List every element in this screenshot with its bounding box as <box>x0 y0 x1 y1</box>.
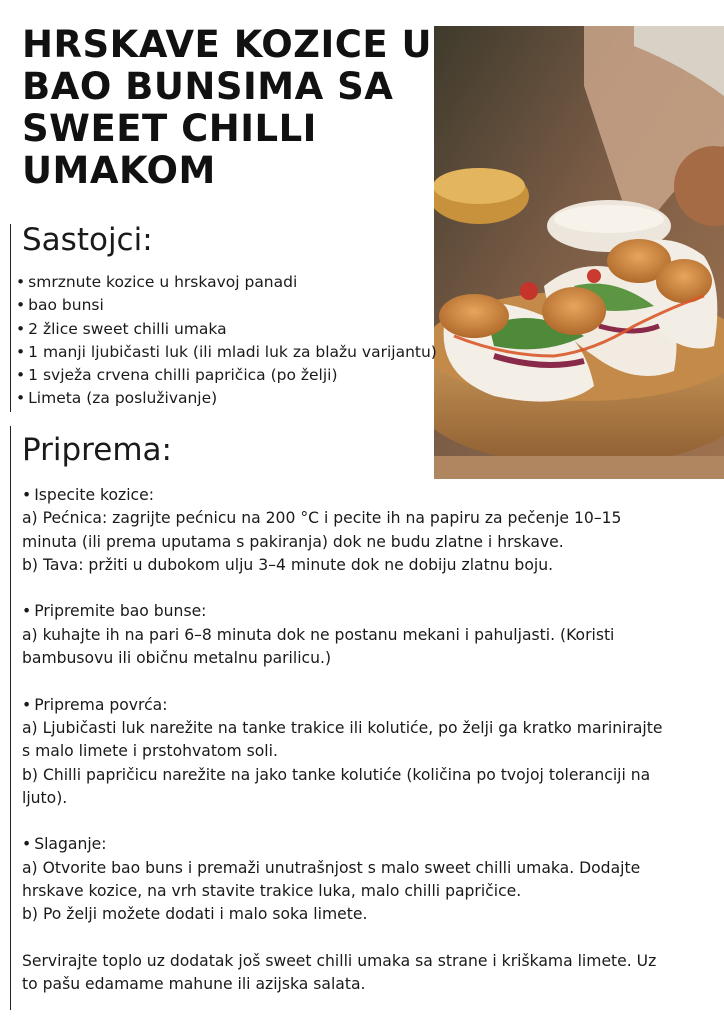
title-line: UMAKOM <box>22 149 216 192</box>
step-line: a) Pećnica: zagrijte pećnicu na 200 °C i pecite ih na papiru za pečenje 10–15 <box>22 509 622 528</box>
preparation-steps <box>22 484 712 997</box>
step-heading: • Pripremite bao bunse: <box>22 600 712 623</box>
ingredients-heading: Sastojci: <box>22 222 153 258</box>
list-item: • smrznute kozice u hrskavoj panadi <box>16 271 446 294</box>
title-line: SWEET CHILLI <box>22 107 317 150</box>
step-line: bambusovu ili običnu metalnu parilicu.) <box>22 649 332 668</box>
list-item: • bao bunsi <box>16 294 446 317</box>
list-item: • 1 svježa crvena chilli papričica (po želji) <box>16 364 446 387</box>
title-line: BAO BUNSIMA SA <box>22 65 394 108</box>
step-heading: • Priprema povrća: <box>22 694 712 717</box>
step-line: b) Tava: pržiti u dubokom ulju 3–4 minute dok ne dobiju zlatnu boju. <box>22 555 554 574</box>
step-line: ljuto). <box>22 788 68 807</box>
title-line: HRSKAVE KOZICE U <box>22 23 433 66</box>
preparation-divider <box>10 426 11 1010</box>
step-line: b) Po želji možete dodati i malo soka limete. <box>22 905 368 924</box>
step-line: s malo limete i prstohvatom soli. <box>22 742 278 761</box>
serving-line: to pašu edamame mahune ili azijska salata. <box>22 975 366 994</box>
recipe-title <box>22 23 433 192</box>
step-line: a) Ljubičasti luk narežite na tanke trakice ili kolutiće, po želji ga kratko marinirajte <box>22 718 663 737</box>
step-line: a) Otvorite bao buns i premaži unutrašnjost s malo sweet chilli umaka. Dodajte <box>22 858 641 877</box>
ingredients-list <box>16 271 446 411</box>
dish-photo <box>434 26 724 479</box>
serving-line: Servirajte toplo uz dodatak još sweet chilli umaka sa strane i kriškama limete. Uz <box>22 951 657 970</box>
step-line: b) Chilli papričicu narežite na jako tanke kolutiće (količina po tvojoj toleranciji na <box>22 765 651 784</box>
step-line: minuta (ili prema uputama s pakiranja) dok ne budu zlatne i hrskave. <box>22 532 564 551</box>
step-heading: • Slaganje: <box>22 833 712 856</box>
list-item: • 1 manji ljubičasti luk (ili mladi luk za blažu varijantu) <box>16 341 446 364</box>
step-line: hrskave kozice, na vrh stavite trakice luka, malo chilli papričice. <box>22 882 522 901</box>
list-item: • 2 žlice sweet chilli umaka <box>16 318 446 341</box>
ingredients-divider <box>10 224 11 412</box>
list-item: • Limeta (za posluživanje) <box>16 387 446 410</box>
step-heading: • Ispecite kozice: <box>22 484 712 507</box>
step-line: a) kuhajte ih na pari 6–8 minuta dok ne postanu mekani i pahuljasti. (Koristi <box>22 625 615 644</box>
preparation-heading: Priprema: <box>22 432 172 468</box>
